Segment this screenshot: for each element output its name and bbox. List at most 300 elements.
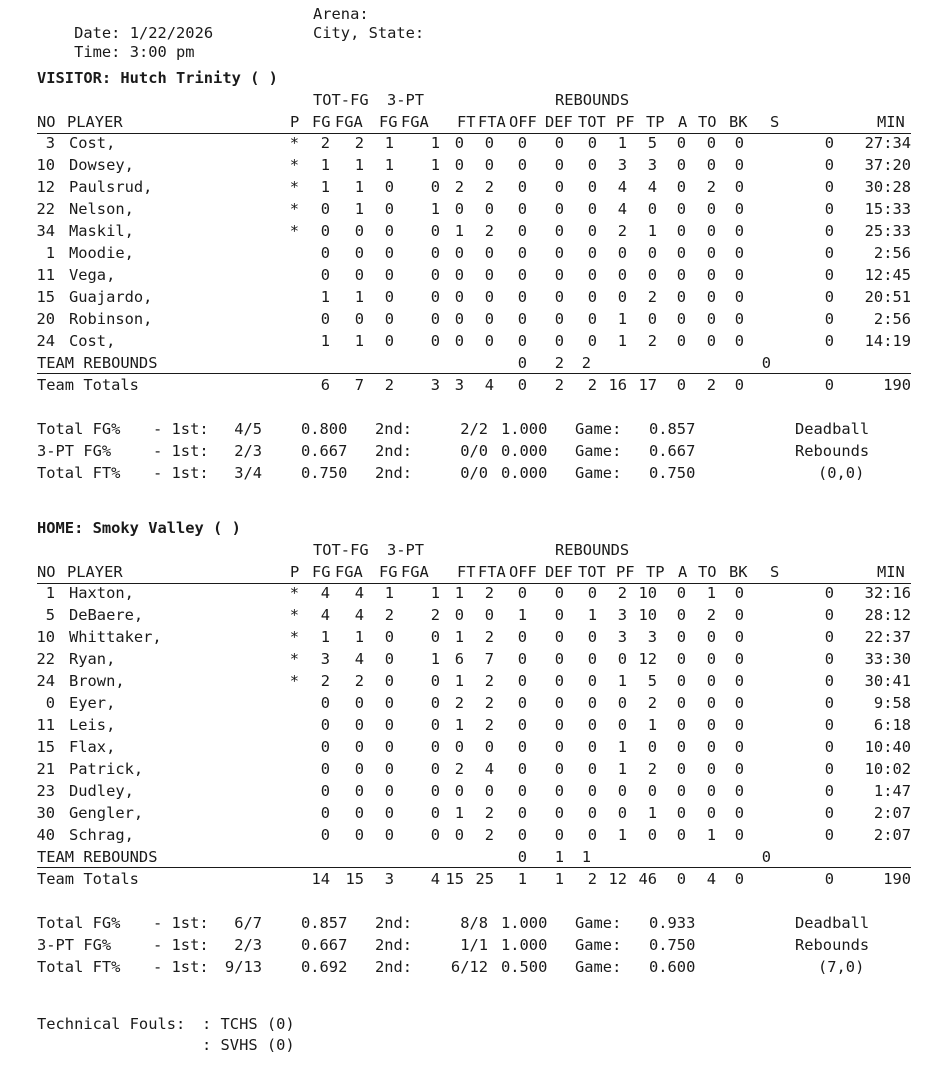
team-rebounds-def: 1: [554, 848, 564, 866]
pct-game-label: Game:: [575, 442, 622, 460]
player-bk-cell: 0: [734, 606, 744, 624]
player-fga-cell: 0: [354, 244, 364, 262]
player-pf-cell: 0: [617, 266, 627, 284]
player-off-cell: 0: [517, 672, 527, 690]
player-off-cell: 0: [517, 760, 527, 778]
group-header-rebounds: REBOUNDS: [555, 541, 630, 559]
city-state-label: City, State:: [313, 24, 425, 42]
player-min-cell: 14:19: [864, 332, 911, 350]
player-name-cell: Patrick,: [69, 760, 144, 778]
player-no-cell: 3: [45, 134, 55, 152]
player-fga-cell: 1: [354, 332, 364, 350]
player-fta-cell: 0: [484, 200, 494, 218]
player-name-cell: Guajardo,: [69, 288, 153, 306]
player-pf-cell: 2: [617, 222, 627, 240]
player-fga-cell: 4: [354, 584, 364, 602]
player-pf-cell: 1: [617, 738, 627, 756]
player-p-cell: *: [289, 134, 299, 152]
player-tot-cell: 0: [587, 716, 597, 734]
pct-second-half-label: 2nd:: [375, 442, 413, 460]
player-def-cell: 0: [554, 266, 564, 284]
player-bk-cell: 0: [734, 826, 744, 844]
player-to-cell: 2: [706, 606, 716, 624]
player-fg-cell: 2: [320, 134, 330, 152]
player-fg3-cell: 2: [384, 606, 394, 624]
player-a-cell: 0: [676, 672, 686, 690]
player-name-cell: Schrag,: [69, 826, 134, 844]
player-pf-cell: 0: [617, 244, 627, 262]
column-header-ft: FT: [457, 113, 476, 131]
player-ft-cell: 0: [454, 826, 464, 844]
player-to-cell: 0: [706, 134, 716, 152]
pct-first-half-label: - 1st:: [153, 936, 209, 954]
player-fta-cell: 0: [484, 266, 494, 284]
player-pf-cell: 3: [617, 606, 627, 624]
pct-second-value: 1.000: [501, 420, 548, 438]
player-name-cell: Whittaker,: [69, 628, 162, 646]
player-fga-cell: 2: [354, 672, 364, 690]
player-no-cell: 22: [36, 650, 55, 668]
player-def-cell: 0: [554, 244, 564, 262]
team-totals-ft: 3: [454, 376, 464, 394]
player-min-cell: 1:47: [873, 782, 911, 800]
player-a-cell: 0: [676, 760, 686, 778]
player-p-cell: *: [289, 222, 299, 240]
player-tot-cell: 0: [587, 782, 597, 800]
player-ft-cell: 2: [454, 694, 464, 712]
pct-game-value: 0.750: [649, 936, 696, 954]
player-tot-cell: 0: [587, 266, 597, 284]
player-bk-cell: 0: [734, 134, 744, 152]
player-to-cell: 0: [706, 244, 716, 262]
pct-first-made-att: 2/3: [234, 442, 262, 460]
player-bk-cell: 0: [734, 584, 744, 602]
player-ft-cell: 0: [454, 266, 464, 284]
player-tp-cell: 3: [647, 628, 657, 646]
column-header-tot: TOT: [578, 113, 606, 131]
player-fg-cell: 3: [320, 650, 330, 668]
player-off-cell: 0: [517, 266, 527, 284]
team-rebounds-def: 2: [554, 354, 564, 372]
player-tp-cell: 1: [647, 222, 657, 240]
player-pf-cell: 4: [617, 178, 627, 196]
player-s-cell: 0: [824, 288, 834, 306]
player-off-cell: 0: [517, 826, 527, 844]
pct-second-made-att: 0/0: [460, 442, 488, 460]
player-a-cell: 0: [676, 244, 686, 262]
player-min-cell: 32:16: [864, 584, 911, 602]
pct-second-value: 1.000: [501, 936, 548, 954]
player-pf-cell: 0: [617, 782, 627, 800]
player-fg3-cell: 0: [384, 826, 394, 844]
player-fg-cell: 0: [320, 244, 330, 262]
player-bk-cell: 0: [734, 222, 744, 240]
player-bk-cell: 0: [734, 244, 744, 262]
player-def-cell: 0: [554, 288, 564, 306]
player-def-cell: 0: [554, 650, 564, 668]
player-fga3-cell: 0: [430, 782, 440, 800]
team-totals-s: 0: [824, 870, 834, 888]
player-s-cell: 0: [824, 310, 834, 328]
player-p-cell: *: [289, 628, 299, 646]
player-fta-cell: 2: [484, 804, 494, 822]
player-fga3-cell: 1: [430, 650, 440, 668]
pct-second-half-label: 2nd:: [375, 958, 413, 976]
player-fta-cell: 2: [484, 628, 494, 646]
player-name-cell: Moodie,: [69, 244, 134, 262]
player-fg-cell: 0: [320, 200, 330, 218]
player-pf-cell: 2: [617, 584, 627, 602]
player-to-cell: 2: [706, 178, 716, 196]
player-tp-cell: 2: [647, 760, 657, 778]
player-ft-cell: 0: [454, 738, 464, 756]
column-header-off: OFF: [509, 113, 537, 131]
player-to-cell: 0: [706, 200, 716, 218]
pct-first-made-att: 9/13: [224, 958, 262, 976]
player-tp-cell: 1: [647, 716, 657, 734]
player-fta-cell: 0: [484, 288, 494, 306]
pct-label: Total FT%: [37, 464, 121, 482]
player-fga3-cell: 0: [430, 826, 440, 844]
player-min-cell: 2:56: [873, 244, 911, 262]
column-header-fga3: FGA: [401, 113, 429, 131]
player-fga-cell: 0: [354, 804, 364, 822]
player-tot-cell: 0: [587, 156, 597, 174]
player-ft-cell: 1: [454, 628, 464, 646]
column-header-fg3: FG: [379, 563, 398, 581]
team-totals-fga: 7: [354, 376, 364, 394]
group-header-tot-fg: TOT-FG: [313, 91, 369, 109]
pct-label: 3-PT FG%: [37, 442, 112, 460]
player-tp-cell: 12: [638, 650, 657, 668]
player-pf-cell: 0: [617, 650, 627, 668]
player-ft-cell: 0: [454, 606, 464, 624]
player-fta-cell: 7: [484, 650, 494, 668]
player-bk-cell: 0: [734, 156, 744, 174]
player-fga-cell: 4: [354, 650, 364, 668]
player-a-cell: 0: [676, 650, 686, 668]
player-fg-cell: 0: [320, 782, 330, 800]
group-header-3pt: 3-PT: [387, 91, 425, 109]
player-ft-cell: 0: [454, 156, 464, 174]
player-def-cell: 0: [554, 672, 564, 690]
player-bk-cell: 0: [734, 266, 744, 284]
player-no-cell: 5: [45, 606, 55, 624]
player-fta-cell: 0: [484, 310, 494, 328]
player-pf-cell: 0: [617, 716, 627, 734]
column-header-min: MIN: [877, 563, 905, 581]
player-name-cell: Dowsey,: [69, 156, 134, 174]
player-name-cell: Maskil,: [69, 222, 134, 240]
team-totals-tot: 2: [587, 870, 597, 888]
column-header-bk: BK: [729, 113, 748, 131]
player-ft-cell: 0: [454, 288, 464, 306]
totals-rule: [37, 867, 911, 868]
player-s-cell: 0: [824, 826, 834, 844]
team-totals-fta: 25: [475, 870, 494, 888]
player-tot-cell: 0: [587, 628, 597, 646]
player-fg-cell: 4: [320, 606, 330, 624]
player-fga-cell: 1: [354, 156, 364, 174]
player-s-cell: 0: [824, 650, 834, 668]
player-name-cell: DeBaere,: [69, 606, 144, 624]
player-bk-cell: 0: [734, 650, 744, 668]
player-min-cell: 27:34: [864, 134, 911, 152]
player-fg3-cell: 1: [384, 156, 394, 174]
player-off-cell: 0: [517, 134, 527, 152]
player-bk-cell: 0: [734, 694, 744, 712]
pct-second-value: 0.000: [501, 442, 548, 460]
player-min-cell: 15:33: [864, 200, 911, 218]
player-fg-cell: 1: [320, 332, 330, 350]
player-p-cell: *: [289, 584, 299, 602]
player-tp-cell: 5: [647, 134, 657, 152]
player-off-cell: 0: [517, 804, 527, 822]
player-def-cell: 0: [554, 222, 564, 240]
player-off-cell: 0: [517, 584, 527, 602]
deadball-rebounds-note: (7,0): [818, 958, 865, 976]
player-tp-cell: 0: [647, 782, 657, 800]
player-to-cell: 0: [706, 266, 716, 284]
player-no-cell: 1: [45, 584, 55, 602]
player-off-cell: 0: [517, 716, 527, 734]
game-time: 3:00 pm: [129, 43, 195, 61]
player-fta-cell: 4: [484, 760, 494, 778]
player-fg3-cell: 0: [384, 650, 394, 668]
player-ft-cell: 2: [454, 760, 464, 778]
team-totals-fta: 4: [484, 376, 494, 394]
player-fga-cell: 1: [354, 178, 364, 196]
player-def-cell: 0: [554, 826, 564, 844]
column-header-pf: PF: [616, 113, 635, 131]
player-fta-cell: 0: [484, 244, 494, 262]
team-totals-def: 2: [554, 376, 564, 394]
column-header-bk: BK: [729, 563, 748, 581]
team-totals-off: 0: [517, 376, 527, 394]
player-name-cell: Haxton,: [69, 584, 134, 602]
team-totals-bk: 0: [734, 376, 744, 394]
column-header-no: NO: [37, 563, 56, 581]
player-fg-cell: 0: [320, 826, 330, 844]
player-name-cell: Brown,: [69, 672, 125, 690]
player-fg-cell: 0: [320, 694, 330, 712]
player-fg3-cell: 0: [384, 288, 394, 306]
player-a-cell: 0: [676, 826, 686, 844]
deadball-rebounds-note: Rebounds: [795, 442, 870, 460]
pct-first-value: 0.857: [301, 914, 348, 932]
player-tot-cell: 0: [587, 738, 597, 756]
team-totals-fg3: 3: [384, 870, 394, 888]
player-name-cell: Vega,: [69, 266, 116, 284]
player-tp-cell: 3: [647, 156, 657, 174]
column-header-pf: PF: [616, 563, 635, 581]
player-a-cell: 0: [676, 266, 686, 284]
totals-rule: [37, 373, 911, 374]
player-to-cell: 0: [706, 716, 716, 734]
pct-first-value: 0.800: [301, 420, 348, 438]
player-no-cell: 23: [36, 782, 55, 800]
team-rebounds-off: 0: [517, 354, 527, 372]
player-def-cell: 0: [554, 584, 564, 602]
player-bk-cell: 0: [734, 310, 744, 328]
player-fta-cell: 0: [484, 332, 494, 350]
player-fg3-cell: 0: [384, 716, 394, 734]
team-heading: HOME: Smoky Valley ( ): [37, 519, 241, 537]
team-totals-fga3: 3: [430, 376, 440, 394]
player-to-cell: 0: [706, 628, 716, 646]
player-s-cell: 0: [824, 156, 834, 174]
pct-first-value: 0.692: [301, 958, 348, 976]
player-fta-cell: 2: [484, 694, 494, 712]
player-off-cell: 1: [517, 606, 527, 624]
player-def-cell: 0: [554, 694, 564, 712]
column-header-player: PLAYER: [67, 113, 123, 131]
player-s-cell: 0: [824, 672, 834, 690]
header-underline: [37, 133, 911, 134]
player-fg3-cell: 0: [384, 738, 394, 756]
team-totals-bk: 0: [734, 870, 744, 888]
player-tot-cell: 0: [587, 244, 597, 262]
player-pf-cell: 1: [617, 760, 627, 778]
player-tot-cell: 0: [587, 760, 597, 778]
player-min-cell: 9:58: [873, 694, 911, 712]
player-s-cell: 0: [824, 584, 834, 602]
player-to-cell: 0: [706, 694, 716, 712]
column-header-def: DEF: [545, 563, 573, 581]
team-rebounds-tot: 2: [581, 354, 591, 372]
player-fga-cell: 0: [354, 310, 364, 328]
team-totals-tp: 46: [638, 870, 657, 888]
player-fga3-cell: 0: [430, 310, 440, 328]
pct-game-label: Game:: [575, 420, 622, 438]
player-s-cell: 0: [824, 628, 834, 646]
player-s-cell: 0: [824, 134, 834, 152]
player-a-cell: 0: [676, 178, 686, 196]
player-a-cell: 0: [676, 694, 686, 712]
team-totals-s: 0: [824, 376, 834, 394]
player-pf-cell: 1: [617, 310, 627, 328]
pct-second-value: 1.000: [501, 914, 548, 932]
player-a-cell: 0: [676, 288, 686, 306]
player-off-cell: 0: [517, 332, 527, 350]
player-pf-cell: 4: [617, 200, 627, 218]
team-totals-to: 2: [706, 376, 716, 394]
player-fga3-cell: 0: [430, 694, 440, 712]
player-off-cell: 0: [517, 694, 527, 712]
pct-label: 3-PT FG%: [37, 936, 112, 954]
player-to-cell: 0: [706, 156, 716, 174]
player-to-cell: 0: [706, 804, 716, 822]
pct-first-made-att: 2/3: [234, 936, 262, 954]
player-fga3-cell: 2: [430, 606, 440, 624]
player-fg3-cell: 0: [384, 782, 394, 800]
player-fga-cell: 0: [354, 222, 364, 240]
column-header-fg3: FG: [379, 113, 398, 131]
pct-game-value: 0.750: [649, 464, 696, 482]
player-a-cell: 0: [676, 134, 686, 152]
player-fta-cell: 2: [484, 178, 494, 196]
player-pf-cell: 1: [617, 332, 627, 350]
player-off-cell: 0: [517, 156, 527, 174]
player-ft-cell: 0: [454, 200, 464, 218]
player-bk-cell: 0: [734, 738, 744, 756]
player-fta-cell: 2: [484, 672, 494, 690]
pct-label: Total FT%: [37, 958, 121, 976]
team-rebounds-to: 0: [761, 354, 771, 372]
player-no-cell: 15: [36, 738, 55, 756]
player-fga3-cell: 0: [430, 222, 440, 240]
player-fga-cell: 4: [354, 606, 364, 624]
player-a-cell: 0: [676, 332, 686, 350]
player-name-cell: Flax,: [69, 738, 116, 756]
player-fg-cell: 1: [320, 178, 330, 196]
player-to-cell: 0: [706, 738, 716, 756]
player-ft-cell: 0: [454, 332, 464, 350]
pct-game-label: Game:: [575, 914, 622, 932]
player-fta-cell: 2: [484, 584, 494, 602]
player-fga3-cell: 1: [430, 156, 440, 174]
player-pf-cell: 0: [617, 694, 627, 712]
player-p-cell: *: [289, 200, 299, 218]
player-fta-cell: 0: [484, 738, 494, 756]
pct-game-value: 0.857: [649, 420, 696, 438]
pct-game-value: 0.667: [649, 442, 696, 460]
player-def-cell: 0: [554, 134, 564, 152]
player-fga3-cell: 1: [430, 200, 440, 218]
player-a-cell: 0: [676, 584, 686, 602]
player-pf-cell: 3: [617, 156, 627, 174]
pct-first-half-label: - 1st:: [153, 914, 209, 932]
pct-first-made-att: 4/5: [234, 420, 262, 438]
player-to-cell: 0: [706, 310, 716, 328]
player-a-cell: 0: [676, 222, 686, 240]
column-header-player: PLAYER: [67, 563, 123, 581]
player-a-cell: 0: [676, 606, 686, 624]
player-bk-cell: 0: [734, 804, 744, 822]
player-fga-cell: 0: [354, 266, 364, 284]
player-s-cell: 0: [824, 244, 834, 262]
player-def-cell: 0: [554, 804, 564, 822]
player-tot-cell: 0: [587, 332, 597, 350]
player-no-cell: 1: [45, 244, 55, 262]
column-header-fga: FGA: [335, 563, 363, 581]
player-to-cell: 0: [706, 288, 716, 306]
player-no-cell: 0: [45, 694, 55, 712]
column-header-p: P: [290, 113, 300, 131]
player-min-cell: 22:37: [864, 628, 911, 646]
player-def-cell: 0: [554, 332, 564, 350]
team-totals-fg: 14: [311, 870, 330, 888]
pct-first-value: 0.667: [301, 442, 348, 460]
player-fg3-cell: 0: [384, 332, 394, 350]
time-label: Time:: [74, 43, 121, 61]
player-bk-cell: 0: [734, 178, 744, 196]
player-fg-cell: 0: [320, 760, 330, 778]
player-no-cell: 20: [36, 310, 55, 328]
team-totals-a: 0: [676, 376, 686, 394]
deadball-rebounds-note: Rebounds: [795, 936, 870, 954]
player-s-cell: 0: [824, 694, 834, 712]
player-no-cell: 22: [36, 200, 55, 218]
team-totals-label: Team Totals: [37, 376, 139, 394]
pct-second-made-att: 6/12: [450, 958, 488, 976]
player-a-cell: 0: [676, 782, 686, 800]
player-tot-cell: 0: [587, 672, 597, 690]
player-min-cell: 28:12: [864, 606, 911, 624]
player-ft-cell: 1: [454, 716, 464, 734]
player-no-cell: 34: [36, 222, 55, 240]
player-ft-cell: 2: [454, 178, 464, 196]
